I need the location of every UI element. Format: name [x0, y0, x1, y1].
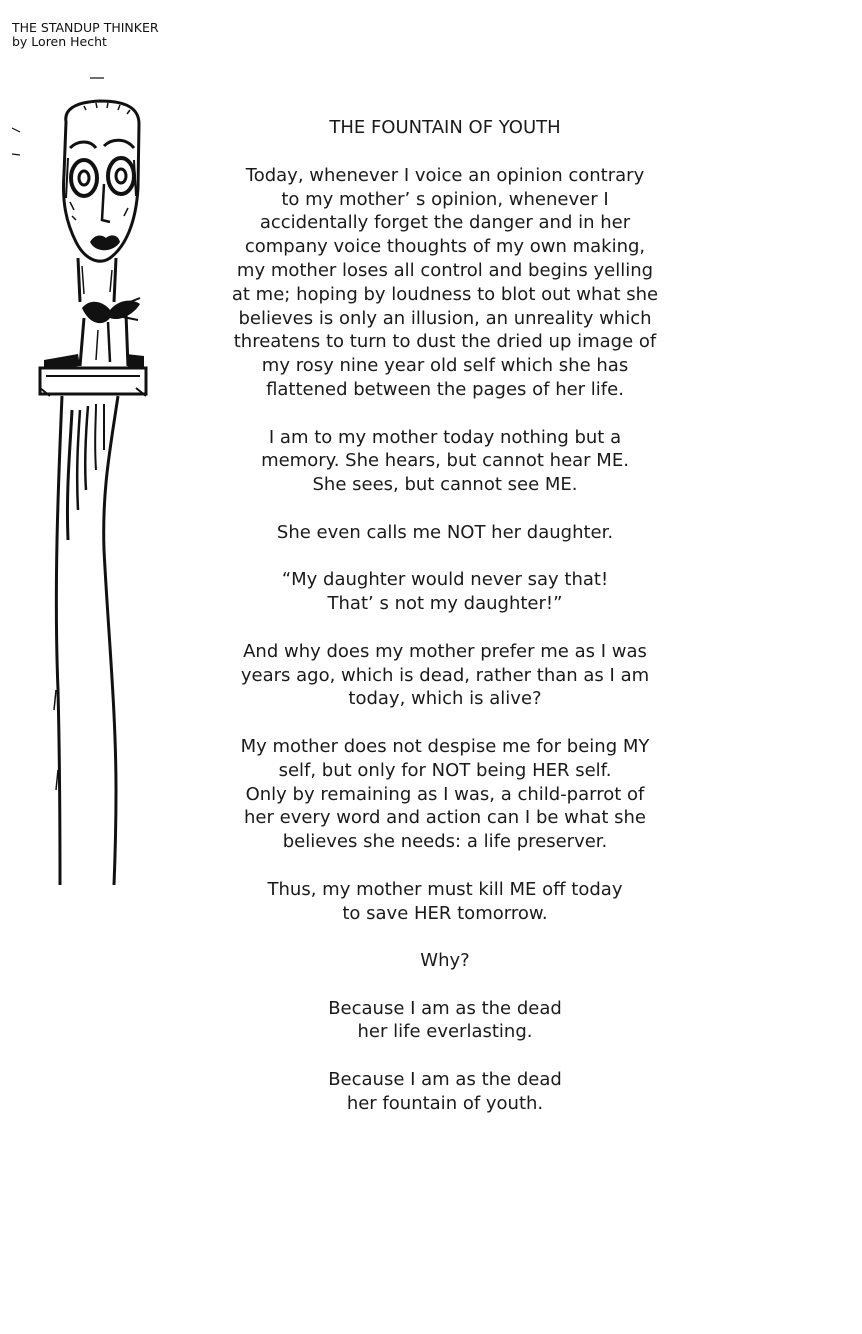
poem-line: She sees, but cannot see ME. [312, 474, 578, 496]
poem-stanzas [205, 164, 685, 1116]
author-byline: by Loren Hecht [12, 34, 107, 49]
poem-line: to my mother’ s opinion, whenever I [281, 188, 609, 210]
poem-line: her life everlasting. [357, 1021, 533, 1043]
poem-line: Only by remaining as I was, a child-parrot of [245, 783, 645, 805]
poem-line: Because I am as the dead [328, 997, 562, 1019]
series-title: THE STANDUP THINKER [12, 20, 159, 35]
poem-stanza [205, 949, 685, 973]
poem-line: “My daughter would never say that! [281, 569, 609, 591]
poem-line: flattened between the pages of her life. [266, 378, 624, 400]
poem-line: my rosy nine year old self which she has [261, 355, 629, 377]
poem-line: to save HER tomorrow. [342, 902, 548, 924]
poem-line: I am to my mother today nothing but a [268, 426, 622, 448]
poem-stanza [205, 878, 685, 926]
poem-stanza [205, 521, 685, 545]
poem-line: her fountain of youth. [346, 1092, 544, 1114]
poem-line: And why does my mother prefer me as I was [243, 640, 647, 662]
poem-stanza [205, 426, 685, 497]
poem-stanza [205, 164, 685, 402]
poem-line: at me; hoping by loudness to blot out what she [231, 283, 659, 305]
poem-line: memory. She hears, but cannot hear ME. [261, 450, 629, 472]
poem-line: company voice thoughts of my own making, [244, 236, 646, 258]
poem-line: Because I am as the dead [328, 1069, 562, 1091]
poem [205, 116, 685, 1139]
poem-stanza [205, 735, 685, 854]
poem-line: Thus, my mother must kill ME off today [267, 878, 623, 900]
poem-line: accidentally forget the danger and in her [259, 212, 631, 234]
poem-stanza [205, 1068, 685, 1116]
poem-stanza [205, 568, 685, 616]
poem-line: That’ s not my daughter!” [327, 593, 563, 615]
poem-line: She even calls me NOT her daughter. [276, 521, 614, 543]
poem-line: Why? [420, 950, 470, 972]
poem-stanza [205, 997, 685, 1045]
page-header [12, 21, 159, 49]
poem-line: years ago, which is dead, rather than as I am [240, 664, 650, 686]
poem-line: her every word and action can I be what she [244, 807, 646, 829]
standing-figure-illustration [0, 70, 160, 900]
poem-title: THE FOUNTAIN OF YOUTH [329, 117, 561, 138]
poem-line: My mother does not despise me for being MY [240, 735, 650, 757]
poem-line: believes is only an illusion, an unreality which [238, 307, 652, 329]
poem-line: self, but only for NOT being HER self. [278, 759, 612, 781]
poem-line: threatens to turn to dust the dried up image of [233, 331, 657, 353]
poem-stanza [205, 640, 685, 711]
poem-line: believes she needs: a life preserver. [282, 831, 608, 853]
poem-line: today, which is alive? [348, 688, 542, 710]
poem-line: Today, whenever I voice an opinion contrary [245, 164, 645, 186]
poem-line: my mother loses all control and begins yelling [236, 259, 654, 281]
